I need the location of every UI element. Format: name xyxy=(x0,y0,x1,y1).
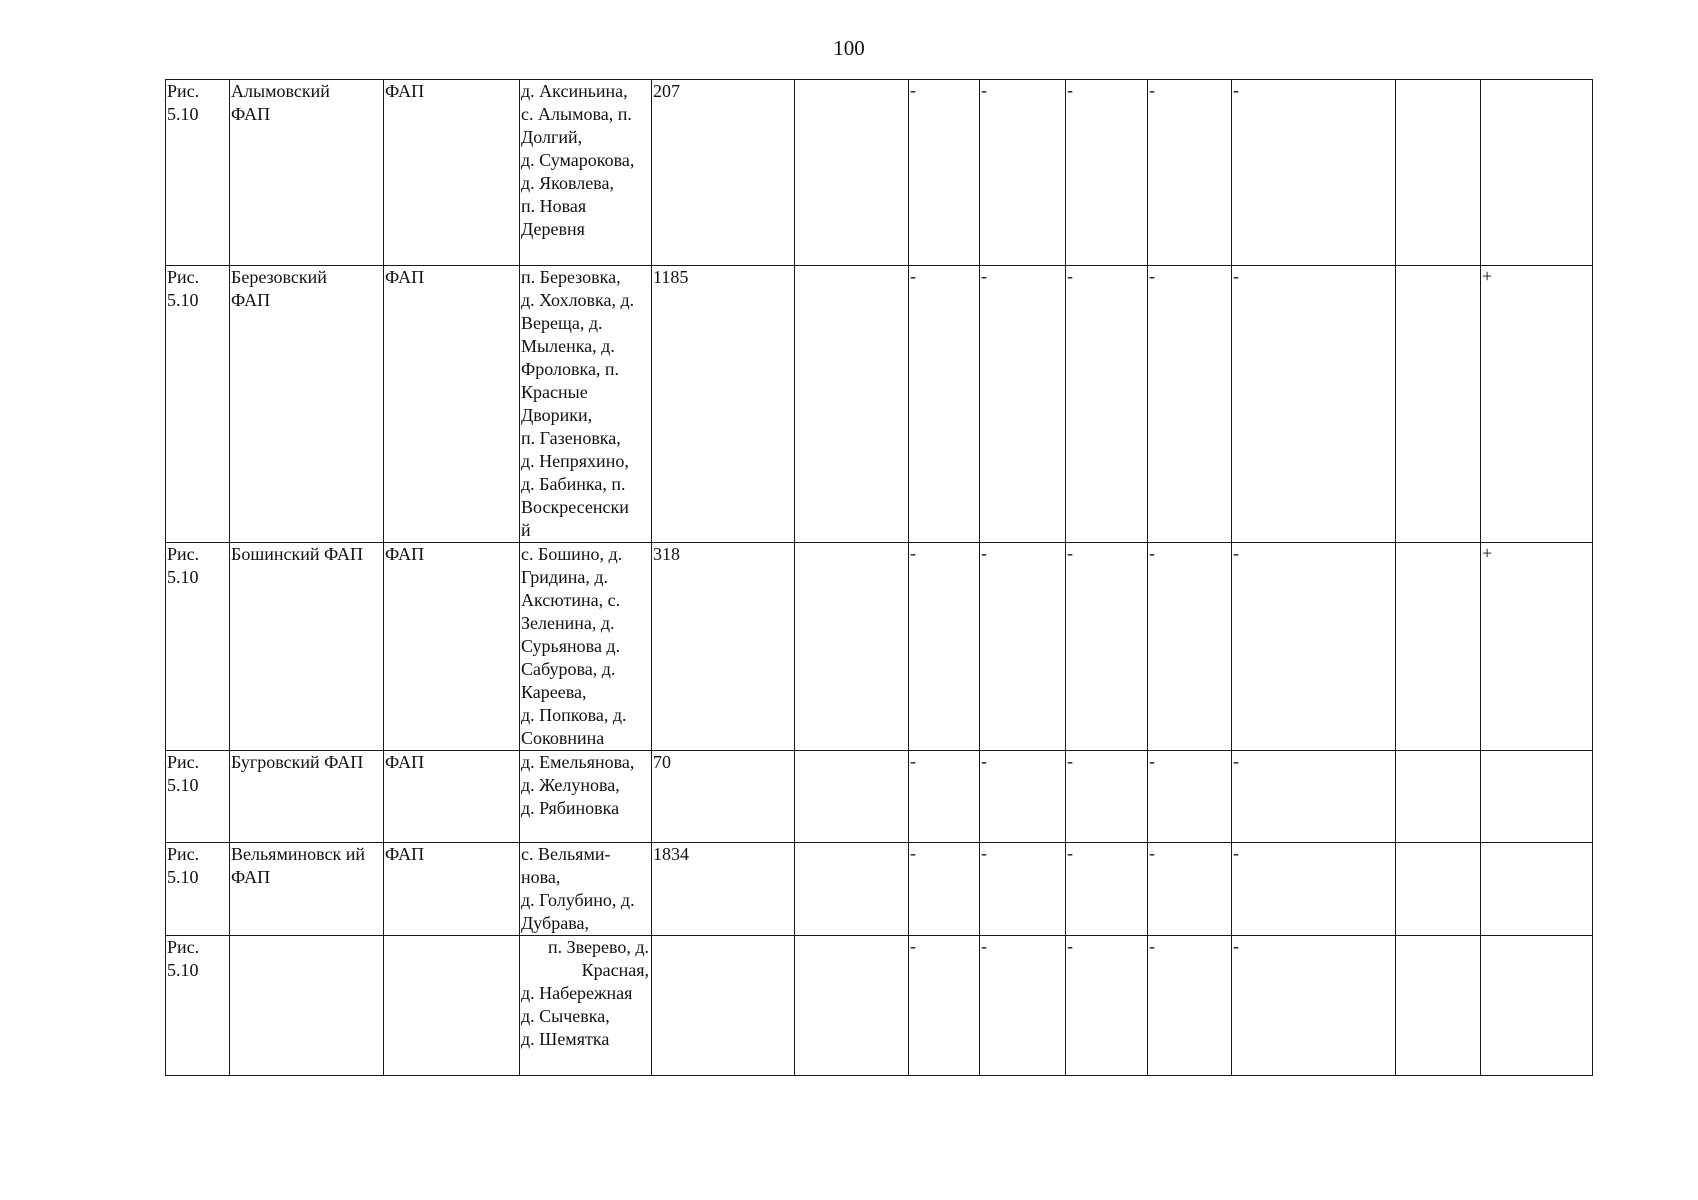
mark-cell: - xyxy=(980,843,1066,936)
settlement-line: Дворики, xyxy=(521,405,593,425)
facility-type-cell: ФАП xyxy=(384,266,520,543)
settlement-line: д. Непряхино, xyxy=(521,451,629,471)
facility-type-cell: ФАП xyxy=(384,80,520,266)
settlement-line: Сурьянова д. xyxy=(521,636,621,656)
table-row xyxy=(166,543,1593,751)
population-cell: 207 xyxy=(652,80,795,266)
population-cell: 318 xyxy=(652,543,795,751)
settlements-cell xyxy=(520,543,652,751)
facilities-table xyxy=(165,79,1593,1076)
mark-cell: - xyxy=(1232,543,1396,751)
mark-cell: - xyxy=(1066,936,1148,1076)
facility-name-cell xyxy=(230,80,384,266)
mark-cell: - xyxy=(1066,266,1148,543)
reference-line: 5.10 xyxy=(167,104,199,124)
mark-cell: - xyxy=(1066,843,1148,936)
facility-name-cell xyxy=(230,543,384,751)
settlement-line: й xyxy=(521,520,531,540)
mark-cell xyxy=(1396,751,1481,843)
settlement-line: д. Рябиновка xyxy=(521,798,620,818)
facility-name-cell xyxy=(230,751,384,843)
settlement-line: д. Попкова, д. xyxy=(521,705,627,725)
settlement-line: Мыленка, д. xyxy=(521,336,615,356)
mark-cell xyxy=(1481,936,1593,1076)
mark-cell xyxy=(1481,843,1593,936)
mark-cell xyxy=(1396,936,1481,1076)
mark-cell: - xyxy=(980,543,1066,751)
reference-line: 5.10 xyxy=(167,290,199,310)
settlement-line: п. Новая xyxy=(521,196,587,216)
settlements-cell xyxy=(520,936,652,1076)
mark-cell: + xyxy=(1481,543,1593,751)
mark-cell: - xyxy=(1148,936,1232,1076)
mark-cell: - xyxy=(1066,543,1148,751)
settlement-line: Дубрава, xyxy=(521,913,589,933)
mark-cell xyxy=(1396,543,1481,751)
table-body xyxy=(166,80,1593,1076)
mark-cell xyxy=(795,80,909,266)
settlement-line: п. Березовка, xyxy=(521,267,621,287)
mark-cell: - xyxy=(980,751,1066,843)
population-cell xyxy=(652,936,795,1076)
mark-cell xyxy=(795,266,909,543)
facility-name-line: Алымовский xyxy=(231,81,330,101)
mark-cell xyxy=(795,843,909,936)
mark-cell: - xyxy=(909,936,980,1076)
settlements-cell xyxy=(520,843,652,936)
settlements-cell xyxy=(520,751,652,843)
mark-cell: - xyxy=(1066,80,1148,266)
reference-line: Рис. xyxy=(167,844,200,864)
mark-cell: - xyxy=(909,543,980,751)
settlement-line: д. Сычевка, xyxy=(521,1006,610,1026)
mark-cell: - xyxy=(909,80,980,266)
settlement-line: Зеленина, д. xyxy=(521,613,615,633)
settlement-line: Деревня xyxy=(521,219,585,239)
reference-line: Рис. xyxy=(167,937,200,957)
mark-cell xyxy=(795,751,909,843)
page-number: 100 xyxy=(833,36,865,60)
settlements-cell xyxy=(520,266,652,543)
population-cell: 70 xyxy=(652,751,795,843)
facility-name-cell xyxy=(230,266,384,543)
table-row xyxy=(166,80,1593,266)
facility-type-cell: ФАП xyxy=(384,843,520,936)
settlement-line: Красная, xyxy=(581,960,649,980)
mark-cell: - xyxy=(1148,751,1232,843)
mark-cell: - xyxy=(909,266,980,543)
mark-cell: - xyxy=(1232,80,1396,266)
mark-cell xyxy=(1396,843,1481,936)
facility-type-cell: ФАП xyxy=(384,751,520,843)
settlement-line: д. Набережная xyxy=(521,983,633,1003)
reference-cell xyxy=(166,936,230,1076)
reference-cell xyxy=(166,80,230,266)
facility-type-cell xyxy=(384,936,520,1076)
facility-name-line: ФАП xyxy=(231,867,271,887)
reference-cell xyxy=(166,543,230,751)
settlement-line: д. Шемятка xyxy=(521,1029,610,1049)
population-cell: 1834 xyxy=(652,843,795,936)
settlement-line: п. Газеновка, xyxy=(521,428,621,448)
settlement-line: д. Емельянова, xyxy=(521,752,635,772)
settlement-line: д. Желунова, xyxy=(521,775,620,795)
facility-name-line: ФАП xyxy=(231,290,271,310)
mark-cell xyxy=(795,936,909,1076)
reference-line: Рис. xyxy=(167,267,200,287)
settlement-line: Аксютина, с. xyxy=(521,590,621,610)
reference-line: Рис. xyxy=(167,544,200,564)
facility-name-line: ФАП xyxy=(231,104,271,124)
settlements-cell xyxy=(520,80,652,266)
settlement-line: д. Бабинка, п. xyxy=(521,474,626,494)
mark-cell: - xyxy=(1066,751,1148,843)
settlement-line: Сабурова, д. xyxy=(521,659,616,679)
mark-cell: - xyxy=(980,266,1066,543)
settlement-line: с. Вельями- xyxy=(521,844,611,864)
reference-line: Рис. xyxy=(167,752,200,772)
settlement-line: Воскресенски xyxy=(521,497,629,517)
reference-cell xyxy=(166,266,230,543)
mark-cell: - xyxy=(909,843,980,936)
mark-cell: - xyxy=(1232,843,1396,936)
mark-cell xyxy=(1396,266,1481,543)
settlement-line: д. Хохловка, д. xyxy=(521,290,635,310)
table-row xyxy=(166,936,1593,1076)
settlement-line: с. Алымова, п. xyxy=(521,104,632,124)
mark-cell: - xyxy=(980,936,1066,1076)
mark-cell: - xyxy=(980,80,1066,266)
mark-cell xyxy=(1396,80,1481,266)
table-row xyxy=(166,751,1593,843)
reference-line: 5.10 xyxy=(167,960,199,980)
mark-cell: - xyxy=(1232,266,1396,543)
reference-line: 5.10 xyxy=(167,567,199,587)
mark-cell xyxy=(795,543,909,751)
facility-name-line: Бошинский ФАП xyxy=(231,544,364,564)
table-row xyxy=(166,266,1593,543)
mark-cell: - xyxy=(1148,543,1232,751)
settlement-line: Долгий, xyxy=(521,127,583,147)
settlement-line: Соковнина xyxy=(521,728,605,748)
settlement-line: д. Аксиньина, xyxy=(521,81,628,101)
settlement-line: Фроловка, п. xyxy=(521,359,620,379)
mark-cell xyxy=(1481,751,1593,843)
settlement-line: Вереща, д. xyxy=(521,313,603,333)
settlement-line: д. Яковлева, xyxy=(521,173,614,193)
mark-cell: - xyxy=(1148,266,1232,543)
settlement-line: п. Зверево, д. xyxy=(547,937,649,957)
facility-name-cell xyxy=(230,843,384,936)
reference-line: 5.10 xyxy=(167,775,199,795)
facility-name-line: Березовский xyxy=(231,267,327,287)
reference-cell xyxy=(166,751,230,843)
facility-name-line: Бугровский ФАП xyxy=(231,752,364,772)
table-row xyxy=(166,843,1593,936)
mark-cell: - xyxy=(1148,80,1232,266)
reference-line: 5.10 xyxy=(167,867,199,887)
population-cell: 1185 xyxy=(652,266,795,543)
mark-cell: + xyxy=(1481,266,1593,543)
settlement-line: Кареева, xyxy=(521,682,587,702)
settlement-line: д. Сумарокова, xyxy=(521,150,635,170)
mark-cell: - xyxy=(1232,751,1396,843)
facility-type-cell: ФАП xyxy=(384,543,520,751)
settlement-line: Красные xyxy=(521,382,588,402)
settlement-line: с. Бошино, д. xyxy=(521,544,623,564)
mark-cell xyxy=(1481,80,1593,266)
settlement-line: нова, xyxy=(521,867,561,887)
mark-cell: - xyxy=(1148,843,1232,936)
mark-cell: - xyxy=(909,751,980,843)
facility-name-cell xyxy=(230,936,384,1076)
settlement-line: д. Голубино, д. xyxy=(521,890,635,910)
reference-cell xyxy=(166,843,230,936)
facility-name-line: Вельяминовск ий xyxy=(231,844,366,864)
mark-cell: - xyxy=(1232,936,1396,1076)
settlement-line: Гридина, д. xyxy=(521,567,608,587)
reference-line: Рис. xyxy=(167,81,200,101)
